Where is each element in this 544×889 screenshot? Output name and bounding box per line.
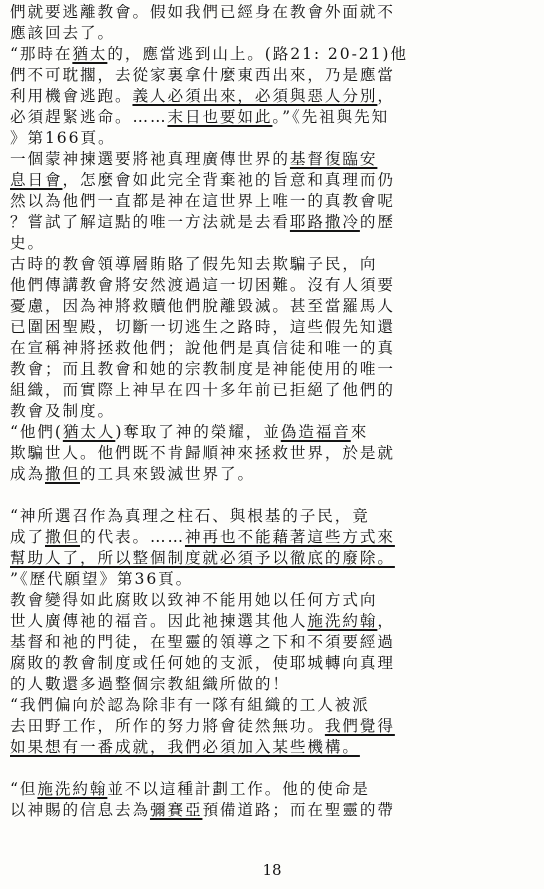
text-segment: 教會變得如此腐敗以致神不能用她以任何方式向 [10,591,378,609]
text-line [10,443,534,464]
text-line [10,23,534,44]
text-segment: “他們( [10,423,63,441]
underlined-text: 我們覺得 [324,717,395,735]
text-segment: 組織，而實際上神早在四十多年前已拒絕了他們的 [10,381,395,399]
underlined-text: 如果想有一番成就，我們必須加入某些機構。 [10,738,360,756]
text-line [10,527,534,548]
text-line [10,338,534,359]
text-segment: 世人廣傳祂的福音。因此祂揀選其他人 [10,612,308,630]
text-segment: 一個蒙神揀選要將祂真理廣傳世界的 [10,150,290,168]
underlined-text: 猶太 [72,45,108,63]
text-segment: ，怎麼會如此完全背棄祂的旨意和真理而仍 [62,171,395,189]
underlined-text: 彌賽亞 [149,801,203,819]
text-line [10,212,534,233]
text-segment: 必須趕緊逃命。…… [10,108,168,126]
text-line [10,317,534,338]
text-line [10,86,534,107]
book-page [10,2,534,821]
text-line [10,296,534,317]
text-line [10,233,534,254]
text-segment: 的代表。…… [80,528,185,546]
text-segment: 的歷 [359,213,395,231]
text-line [10,590,534,611]
text-line [10,2,534,23]
text-segment: 的人數還多過整個宗教組織所做的！ [10,675,290,693]
text-line [10,44,534,65]
text-segment: 欺騙世人。他們既不肯歸順神來拯救世界，於是就 [10,444,395,462]
underlined-text: 耶路撒冷 [289,213,360,231]
text-segment: 成了 [10,528,45,546]
text-segment: ， [377,612,395,630]
text-line [10,128,534,149]
text-segment: 的工具來毀滅世界了。 [80,465,255,483]
text-line [10,548,534,569]
text-segment: 們不可耽擱，去從家裏拿什麼東西出來，乃是應當 [10,66,395,84]
text-segment: 基督和祂的門徒，在聖靈的領導之下和不須要經過 [10,633,395,651]
text-line [10,107,534,128]
text-segment: 預備道路；而在聖靈的帶 [202,801,395,819]
text-line [10,275,534,296]
text-line [10,170,534,191]
page-number: 18 [262,861,282,879]
text-line [10,779,534,800]
text-segment: 然以為他們一直都是神在這世界上唯一的真教會呢 [10,192,395,210]
underlined-text: 施洗約翰 [37,780,108,798]
text-line [10,611,534,632]
text-segment: ？嘗試了解這點的唯一方法就是去看 [10,213,290,231]
text-segment: )奪取了神的榮耀，並 [115,423,281,441]
text-segment: 教會及制度。 [10,402,115,420]
text-line [10,149,534,170]
text-segment: 利用機會逃跑。 [10,87,133,105]
text-line [10,464,534,485]
text-line [10,422,534,443]
text-line [10,65,534,86]
text-segment: 以神賜的信息去為 [10,801,150,819]
underlined-text: 義人必須出來，必須與惡人分別 [132,87,378,105]
text-line [10,800,534,821]
text-line [10,632,534,653]
text-line [10,191,534,212]
text-line [10,380,534,401]
text-segment: 的，應當逃到山上。(路21: 20-21)他 [107,45,408,63]
blank-line [10,758,534,779]
text-line [10,716,534,737]
text-segment: 腐敗的教會制度或任何她的支派，使耶城轉向真理 [10,654,395,672]
underlined-text: 撒但 [45,465,80,483]
text-line [10,506,534,527]
text-segment: 成為 [10,465,45,483]
underlined-text: 施洗約翰 [307,612,378,630]
text-segment: 古時的教會領導層賄賂了假先知去欺騙子民，向 [10,255,378,273]
text-segment: ”《歷代願望》第36頁。 [10,570,194,588]
text-segment: 應該回去了。 [10,24,115,42]
underlined-text: 撒但 [45,528,80,546]
text-segment: 在宣稱神將拯救他們；說他們是真信徒和唯一的真 [10,339,395,357]
text-segment: 們就要逃離教會。假如我們已經身在教會外面就不 [10,3,395,21]
text-line [10,359,534,380]
text-segment: 去田野工作，所作的努力將會徒然無功。 [10,717,325,735]
underlined-text: 偽造福音 [280,423,351,441]
text-line [10,695,534,716]
underlined-text: 猶太人 [62,423,116,441]
text-segment: 史。 [10,234,45,252]
text-line [10,569,534,590]
underlined-text: 幫助人了，所以整個制度就必須予以徹底的廢除。 [10,549,395,567]
text-segment: 已圍困聖殿，切斷一切逃生之路時，這些假先知還 [10,318,395,336]
text-line [10,653,534,674]
underlined-text: 末日也要如此 [167,108,273,126]
text-segment: 》第166頁。 [10,129,116,147]
text-line [10,674,534,695]
text-line [10,737,534,758]
text-segment: 並不以這種計劃工作。他的使命是 [107,780,370,798]
text-segment: ， [377,87,395,105]
underlined-text: 息日會 [10,171,63,189]
text-line [10,401,534,422]
underlined-text: 基督復臨安 [289,150,378,168]
text-segment: 來 [350,423,369,441]
text-segment: “我們偏向於認為除非有一隊有組織的工人被派 [10,696,370,714]
text-segment: “那時在 [10,45,73,63]
text-segment: “神所選召作為真理之柱石、與根基的子民，竟 [10,507,370,525]
blank-line [10,485,534,506]
text-segment: 他們傳講教會將安然渡過這一切困難。沒有人須要 [10,276,395,294]
underlined-text: 神再也不能藉著這些方式來 [184,528,395,546]
text-segment: 憂慮，因為神將救贖他們脫離毀滅。甚至當羅馬人 [10,297,395,315]
text-segment: 。”《先祖與先知 [272,108,390,126]
text-line [10,254,534,275]
text-segment: 教會；而且教會和她的宗教制度是神能使用的唯一 [10,360,395,378]
text-segment: “但 [10,780,38,798]
